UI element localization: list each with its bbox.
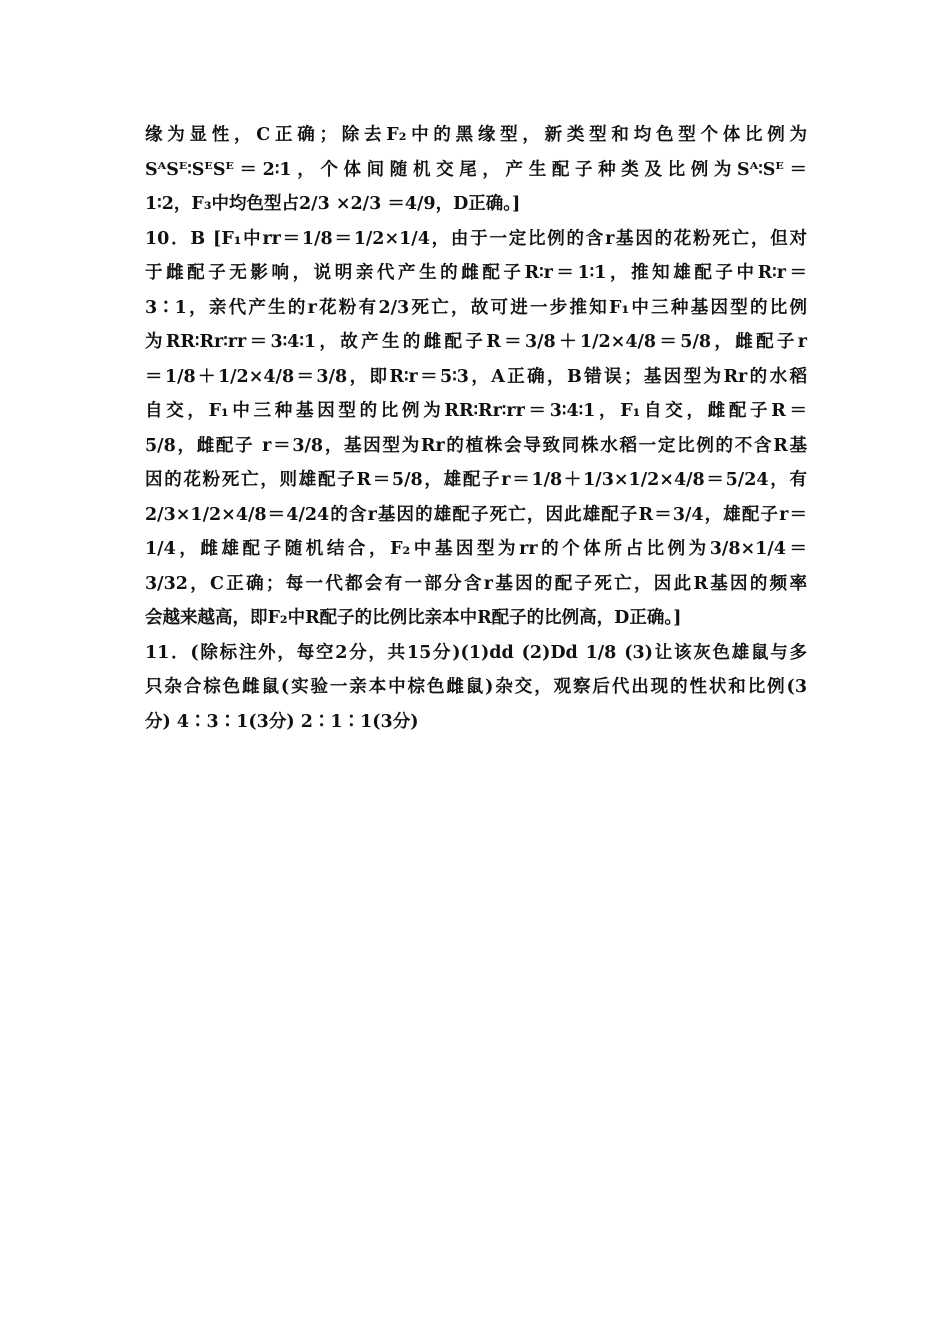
answer-text-block bbox=[145, 118, 807, 739]
text-line: 于雌配子无影响，说明亲代产生的雌配子R∶r＝1∶1，推知雄配子中R∶r＝ bbox=[145, 263, 807, 283]
text-line: 5/8，雌配子 r＝3/8，基因型为Rr的植株会导致同株水稻一定比例的不含R基 bbox=[145, 435, 807, 456]
text-line: 1∶2，F₃中均色型占2/3 ×2/3 ＝4/9，D正确。] bbox=[145, 194, 521, 214]
text-line: SᴬSᴱ∶SᴱSᴱ＝2∶1，个体间随机交尾，产生配子种类及比例为Sᴬ∶Sᴱ＝ bbox=[145, 159, 807, 180]
text-line: 11．(除标注外，每空2分，共15分)(1)dd (2)Dd 1/8 (3)让该灰色雄鼠与多 bbox=[145, 642, 807, 663]
text-line: 因的花粉死亡，则雄配子R＝5/8，雄配子r＝1/8＋1/3×1/2×4/8＝5/24，有 bbox=[145, 470, 807, 490]
text-line: 10．B [F₁中rr＝1/8＝1/2×1/4，由于一定比例的含r基因的花粉死亡，但对 bbox=[145, 228, 807, 249]
text-line: 为RR∶Rr∶rr＝3∶4∶1，故产生的雌配子R＝3/8＋1/2×4/8＝5/8，雌配子r bbox=[145, 332, 807, 352]
text-line: 1/4，雌雄配子随机结合，F₂中基因型为rr的个体所占比例为3/8×1/4＝ bbox=[145, 539, 807, 559]
text-line: 2/3×1/2×4/8＝4/24的含r基因的雄配子死亡，因此雄配子R＝3/4，雄配子r＝ bbox=[145, 504, 807, 525]
text-line: 自交，F₁中三种基因型的比例为RR∶Rr∶rr＝3∶4∶1，F₁自交，雌配子R＝ bbox=[145, 401, 807, 421]
text-line: 3∶1，亲代产生的r花粉有2/3死亡，故可进一步推知F₁中三种基因型的比例 bbox=[145, 297, 807, 318]
text-line: 只杂合棕色雌鼠(实验一亲本中棕色雌鼠)杂交，观察后代出现的性状和比例(3 bbox=[145, 677, 807, 697]
text-line: 缘为显性，C正确；除去F₂中的黑缘型，新类型和均色型个体比例为 bbox=[145, 125, 807, 145]
text-line: 会越来越高，即F₂中R配子的比例比亲本中R配子的比例高，D正确。] bbox=[145, 608, 682, 628]
text-line: 3/32，C正确；每一代都会有一部分含r基因的配子死亡，因此R基因的频率 bbox=[145, 573, 807, 594]
text-line: ＝1/8＋1/2×4/8＝3/8，即R∶r＝5∶3，A正确，B错误；基因型为Rr的水稻 bbox=[145, 366, 807, 387]
text-line: 分) 4∶3∶1(3分) 2∶1∶1(3分) bbox=[145, 711, 419, 732]
